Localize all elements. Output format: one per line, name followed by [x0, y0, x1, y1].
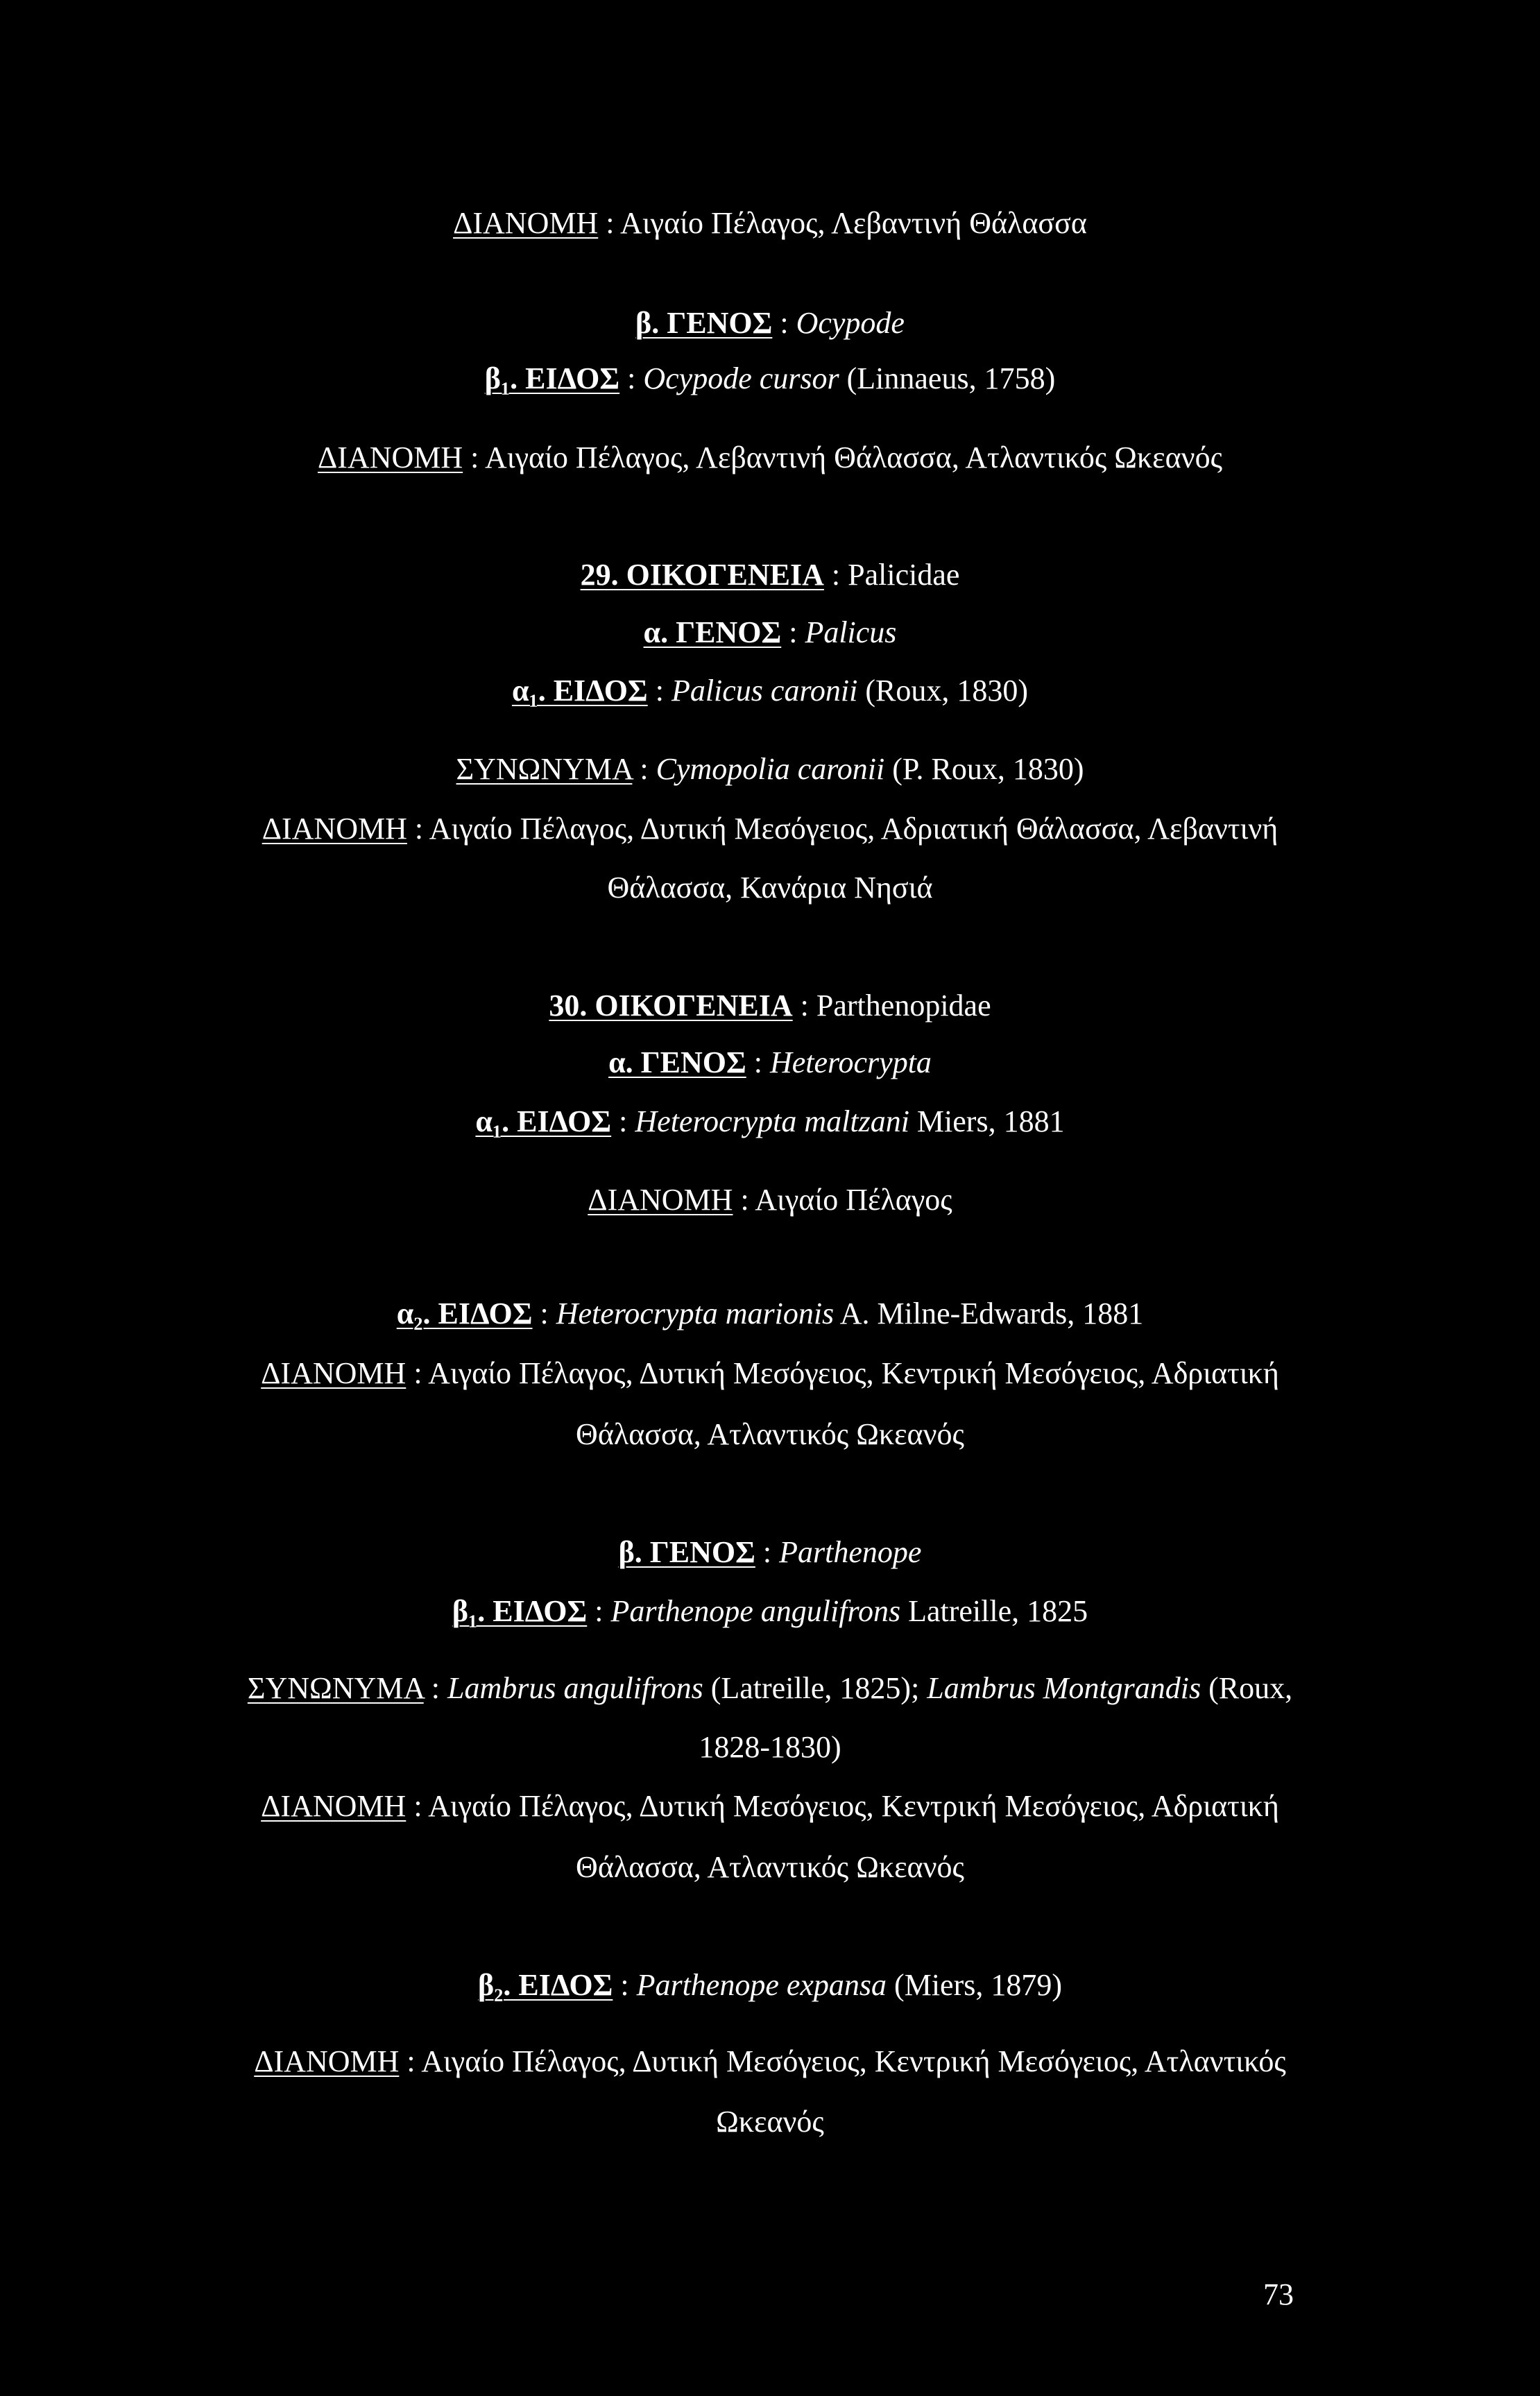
synonyms-line: ΣΥΝΩΝΥΜΑ : Lambrus angulifrons (Latreille, 1825); Lambrus Montgrandis (Roux, [247, 1671, 1293, 1705]
synonyms-continuation: 1828-1830) [699, 1730, 841, 1764]
distribution-continuation: Ωκεανός [716, 2105, 824, 2139]
synonyms-line: ΣΥΝΩΝΥΜΑ : Cymopolia caronii (P. Roux, 1830) [456, 752, 1084, 786]
distribution-line: ΔΙΑΝΟΜΗ : Αιγαίο Πέλαγος [588, 1183, 952, 1217]
label: ΔΙΑΝΟΜΗ [588, 1183, 733, 1217]
species-line: β₁. ΕΙΔΟΣ : Ocypode cursor (Linnaeus, 1758) [484, 361, 1056, 395]
distribution-continuation: Θάλασσα, Ατλαντικός Ωκεανός [576, 1850, 964, 1884]
label: α₁. ΕΙΔΟΣ [475, 1104, 612, 1138]
distribution-line: ΔΙΑΝΟΜΗ : Αιγαίο Πέλαγος, Λεβαντινή Θάλασσα, Ατλαντικός Ωκεανός [317, 440, 1222, 474]
label: β₂. ΕΙΔΟΣ [477, 1968, 613, 2002]
distribution-continuation: Θάλασσα, Ατλαντικός Ωκεανός [576, 1417, 964, 1451]
label: β₁. ΕΙΔΟΣ [452, 1594, 588, 1628]
page-number: 73 [1263, 2277, 1294, 2311]
label: ΣΥΝΩΝΥΜΑ [247, 1671, 424, 1705]
genus-line: α. ΓΕΝΟΣ : Heterocrypta [608, 1045, 932, 1079]
label: ΔΙΑΝΟΜΗ [262, 812, 407, 846]
distribution-line: ΔΙΑΝΟΜΗ : Αιγαίο Πέλαγος, Δυτική Μεσόγειος, Αδριατική Θάλασσα, Λεβαντινή [262, 812, 1278, 846]
species-line: β₂. ΕΙΔΟΣ : Parthenope expansa (Miers, 1879) [477, 1968, 1063, 2002]
label: α₂. ΕΙΔΟΣ [396, 1297, 533, 1330]
label: ΣΥΝΩΝΥΜΑ [456, 752, 633, 786]
family-line: 30. ΟΙΚΟΓΕΝΕΙΑ : Parthenopidae [549, 989, 991, 1022]
species-line: β₁. ΕΙΔΟΣ : Parthenope angulifrons Latreille, 1825 [452, 1594, 1088, 1628]
genus-line: α. ΓΕΝΟΣ : Palicus [643, 615, 897, 649]
label: α. ΓΕΝΟΣ [643, 615, 782, 649]
label: 29. ΟΙΚΟΓΕΝΕΙΑ [580, 558, 824, 592]
distribution-continuation: Θάλασσα, Κανάρια Νησιά [607, 871, 933, 905]
label: β. ΓΕΝΟΣ [618, 1535, 755, 1569]
label: β. ΓΕΝΟΣ [635, 306, 773, 340]
genus-line: β. ΓΕΝΟΣ : Parthenope [618, 1535, 922, 1569]
label: ΔΙΑΝΟΜΗ [261, 1789, 407, 1823]
species-line: α₁. ΕΙΔΟΣ : Palicus caronii (Roux, 1830) [511, 674, 1029, 708]
label: ΔΙΑΝΟΜΗ [261, 1356, 407, 1390]
distribution-line: ΔΙΑΝΟΜΗ : Αιγαίο Πέλαγος, Δυτική Μεσόγειος, Κεντρική Μεσόγειος, Ατλαντικός [254, 2044, 1286, 2078]
family-line: 29. ΟΙΚΟΓΕΝΕΙΑ : Palicidae [580, 558, 960, 592]
label: α. ΓΕΝΟΣ [608, 1045, 746, 1079]
label: ΔΙΑΝΟΜΗ [254, 2044, 400, 2078]
distribution-line: ΔΙΑΝΟΜΗ : Αιγαίο Πέλαγος, Λεβαντινή Θάλασσα [453, 206, 1087, 240]
label: α₁. ΕΙΔΟΣ [511, 674, 648, 708]
species-line: α₁. ΕΙΔΟΣ : Heterocrypta maltzani Miers, 1881 [475, 1104, 1065, 1138]
genus-line: β. ΓΕΝΟΣ : Ocypode [635, 306, 905, 340]
distribution-line: ΔΙΑΝΟΜΗ : Αιγαίο Πέλαγος, Δυτική Μεσόγειος, Κεντρική Μεσόγειος, Αδριατική [261, 1789, 1279, 1823]
distribution-line: ΔΙΑΝΟΜΗ : Αιγαίο Πέλαγος, Δυτική Μεσόγειος, Κεντρική Μεσόγειος, Αδριατική [261, 1356, 1279, 1390]
species-line: α₂. ΕΙΔΟΣ : Heterocrypta marionis A. Milne-Edwards, 1881 [396, 1297, 1144, 1330]
label: 30. ΟΙΚΟΓΕΝΕΙΑ [549, 989, 793, 1022]
label: ΔΙΑΝΟΜΗ [317, 440, 463, 474]
label: ΔΙΑΝΟΜΗ [453, 206, 599, 240]
label: β₁. ΕΙΔΟΣ [484, 361, 620, 395]
